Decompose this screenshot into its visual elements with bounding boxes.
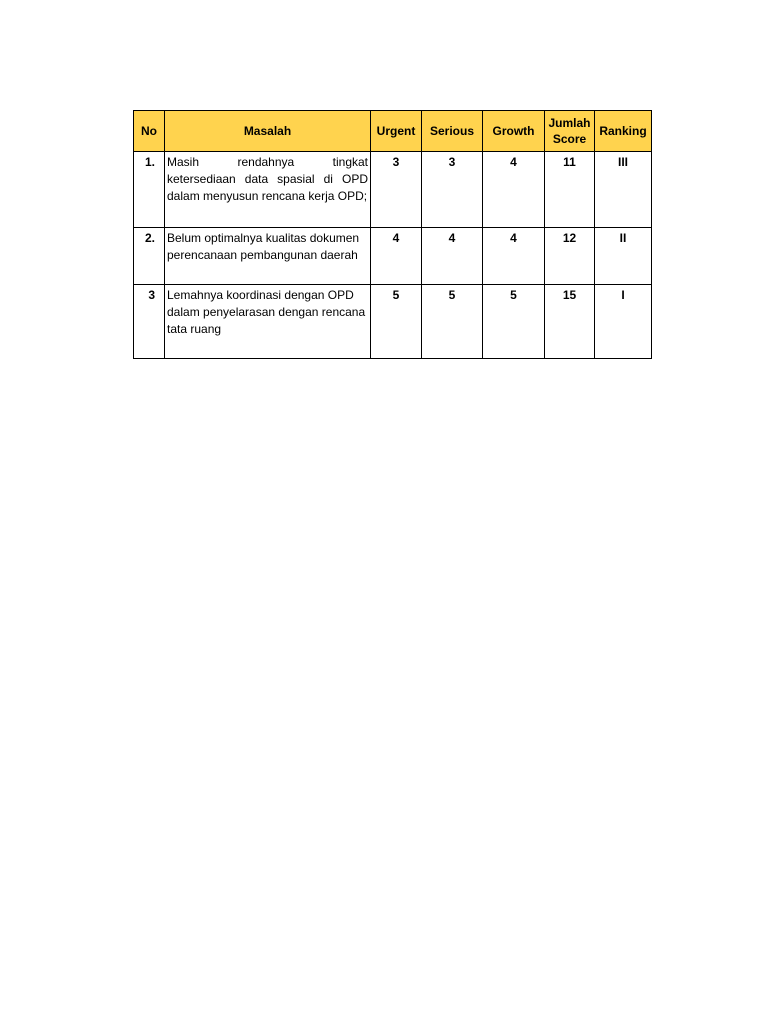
cell-serious: 4 — [422, 228, 483, 285]
table-row — [134, 228, 652, 285]
table-row — [134, 285, 652, 359]
header-jumlah-line1: Jumlah — [548, 116, 591, 130]
header-row — [134, 111, 652, 152]
cell-serious: 5 — [422, 285, 483, 359]
cell-masalah: Lemahnya koordinasi dengan OPD dalam penyelarasan dengan rencana tata ruang — [165, 285, 371, 359]
header-growth: Growth — [483, 111, 545, 152]
cell-masalah: Belum optimalnya kualitas dokumen perencanaan pembangunan daerah — [165, 228, 371, 285]
header-masalah: Masalah — [165, 111, 371, 152]
header-urgent: Urgent — [371, 111, 422, 152]
header-ranking: Ranking — [595, 111, 652, 152]
cell-no: 3 — [134, 285, 165, 359]
cell-urgent: 5 — [371, 285, 422, 359]
cell-serious: 3 — [422, 152, 483, 228]
cell-jumlah-score: 12 — [545, 228, 595, 285]
header-no: No — [134, 111, 165, 152]
header-serious: Serious — [422, 111, 483, 152]
cell-urgent: 4 — [371, 228, 422, 285]
cell-growth: 5 — [483, 285, 545, 359]
cell-growth: 4 — [483, 152, 545, 228]
header-jumlah-score — [545, 111, 595, 152]
cell-jumlah-score: 11 — [545, 152, 595, 228]
cell-ranking: I — [595, 285, 652, 359]
table-row — [134, 152, 652, 228]
cell-ranking: II — [595, 228, 652, 285]
cell-no: 2. — [134, 228, 165, 285]
header-jumlah-line2: Score — [552, 132, 587, 146]
table-body — [134, 152, 652, 359]
cell-jumlah-score: 15 — [545, 285, 595, 359]
cell-no: 1. — [134, 152, 165, 228]
cell-urgent: 3 — [371, 152, 422, 228]
cell-ranking: III — [595, 152, 652, 228]
cell-masalah: Masih rendahnya tingkat ketersediaan data spasial di OPD dalam menyusun rencana kerja OPD; — [165, 152, 371, 228]
usg-priority-table — [133, 110, 652, 359]
table-header — [134, 111, 652, 152]
cell-growth: 4 — [483, 228, 545, 285]
